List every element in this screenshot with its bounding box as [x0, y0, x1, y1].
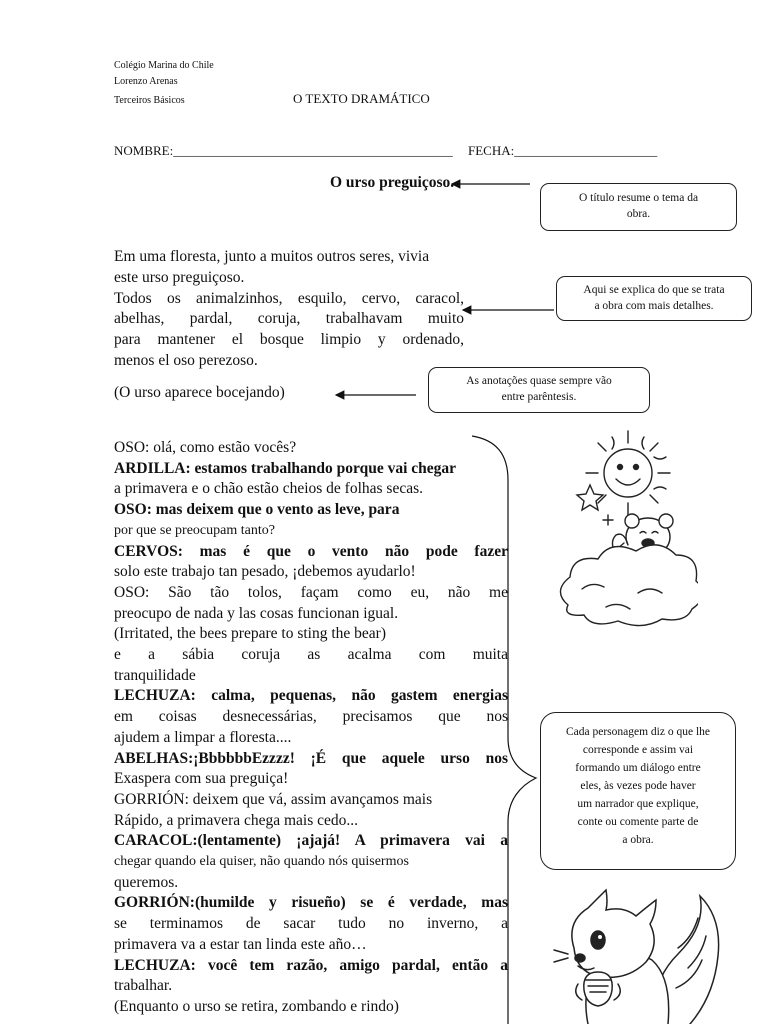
dialogue-line: a primavera e o chão estão cheios de folhas secas.: [114, 480, 424, 498]
squirrel-image: [548, 888, 728, 1024]
annotation-line: um narrador que explique,: [577, 798, 699, 810]
sun-bear-cloud-image: [548, 425, 698, 635]
date-field: FECHA:______________________: [468, 143, 658, 158]
dialogue-line: solo este trabajo tan pesado, ¡debemos ayudarlo!: [114, 563, 416, 581]
dialogue-line: primavera va a estar tan linda este año…: [114, 935, 367, 953]
dialogue-line: OSO: São tão tolos, façam como eu, não me: [114, 583, 508, 601]
dialogue-line: e a sábia coruja as acalma com muita: [114, 646, 508, 664]
dialogue-line: OSO: mas deixem que o vento as leve, para: [114, 501, 400, 519]
dialogue-line: em coisas desnecessárias, precisamos que nos: [114, 708, 508, 726]
dialogue-line: GORRIÓN: deixem que vá, assim avançamos mais: [114, 790, 433, 808]
squirrel-head: [572, 890, 656, 977]
sun-icon: [604, 449, 652, 497]
dialogue-line: ajudem a limpar a floresta....: [114, 728, 292, 746]
teacher-name: Lorenzo Arenas: [114, 76, 178, 87]
annotation-line: eles, às vezes pode haver: [580, 780, 696, 792]
paragraph-line: abelhas, pardal, coruja, trabalhavam muito: [114, 310, 464, 328]
intro-line: Em uma floresta, junto a muitos outros seres, vivia: [114, 248, 430, 265]
intro-line: este urso preguiçoso.: [114, 268, 245, 286]
dialogue-line: chegar quando ela quiser, não quando nós quisermos: [114, 854, 409, 870]
dialogue-line: Rápido, a primavera chega mais cedo...: [114, 811, 359, 829]
dialogue-line: LECHUZA: você tem razão, amigo pardal, então a: [114, 956, 508, 974]
annotation-line: Aqui se explica do que se trata: [583, 284, 725, 296]
dialogue-line: trabalhar.: [114, 977, 173, 995]
dialogue-line: LECHUZA: calma, pequenas, não gastem energias: [114, 687, 508, 705]
cloud-icon: [560, 545, 698, 626]
paragraph-line: Todos os animalzinhos, esquilo, cervo, caracol,: [114, 289, 464, 307]
dialogue-line: se terminamos de sacar tudo no inverno, a: [114, 915, 508, 933]
dialogue-line: (Irritated, the bees prepare to sting the bear): [114, 625, 386, 643]
annotation-line: entre parêntesis.: [501, 391, 577, 403]
annotation-line: O título resume o tema da: [578, 192, 699, 204]
dialogue-line: por que se preocupam tanto?: [114, 522, 275, 538]
dialogue-line: CERVOS: mas é que o vento não pode fazer: [114, 542, 508, 560]
dialogue-line: CARACOL:(lentamente) ¡ajajá! A primavera vai a: [114, 832, 508, 850]
dialogue-line: GORRIÓN:(humilde y risueño) se é verdade, mas: [114, 894, 508, 912]
dialogue-line: ABELHAS:¡BbbbbbEzzzz! ¡É que aquele urso nos: [114, 749, 508, 767]
dialogue-line: OSO: olá, como estão vocês?: [114, 439, 297, 456]
annotation-line: a obra com mais detalhes.: [594, 300, 714, 312]
dialogue-line: ARDILLA: estamos trabalhando porque vai chegar: [114, 459, 457, 477]
dialogue-brace: [472, 436, 536, 1024]
annotation-line: As anotações quase sempre vão: [466, 375, 612, 387]
star-icon: [577, 485, 603, 510]
annotation-line: obra.: [626, 208, 651, 220]
annotation-line: conte ou comente parte de: [577, 816, 699, 828]
dialogue-line: queremos.: [114, 873, 179, 891]
annotation-line: corresponde e assim vai: [582, 744, 694, 756]
story-title: O urso preguiçoso.: [330, 174, 455, 191]
document-title: O TEXTO DRAMÁTICO: [293, 91, 430, 106]
paragraph-line: menos el oso perezoso.: [114, 351, 258, 369]
dialogue-line: Exaspera com sua preguiça!: [114, 770, 289, 788]
dialogue-line: (Enquanto o urso se retira, zombando e rindo): [114, 997, 399, 1015]
grade-label: Terceiros Básicos: [114, 95, 185, 106]
annotation-line: formando um diálogo entre: [575, 762, 701, 774]
paragraph-line: para mantener el bosque limpio y ordenado,: [114, 331, 464, 349]
dialogue-line: tranquilidade: [114, 666, 196, 684]
acorn-icon: [584, 972, 612, 1006]
stage-direction: (O urso aparece bocejando): [114, 384, 285, 401]
school-name: Colégio Marina do Chile: [114, 60, 214, 71]
dialogue-line: preocupo de nada y las cosas funcionan igual.: [114, 604, 399, 622]
annotation-line: Cada personagem diz o que lhe: [565, 726, 711, 738]
name-field: NOMBRE:___________________________________________: [114, 143, 453, 158]
annotation-line: a obra.: [622, 834, 654, 846]
